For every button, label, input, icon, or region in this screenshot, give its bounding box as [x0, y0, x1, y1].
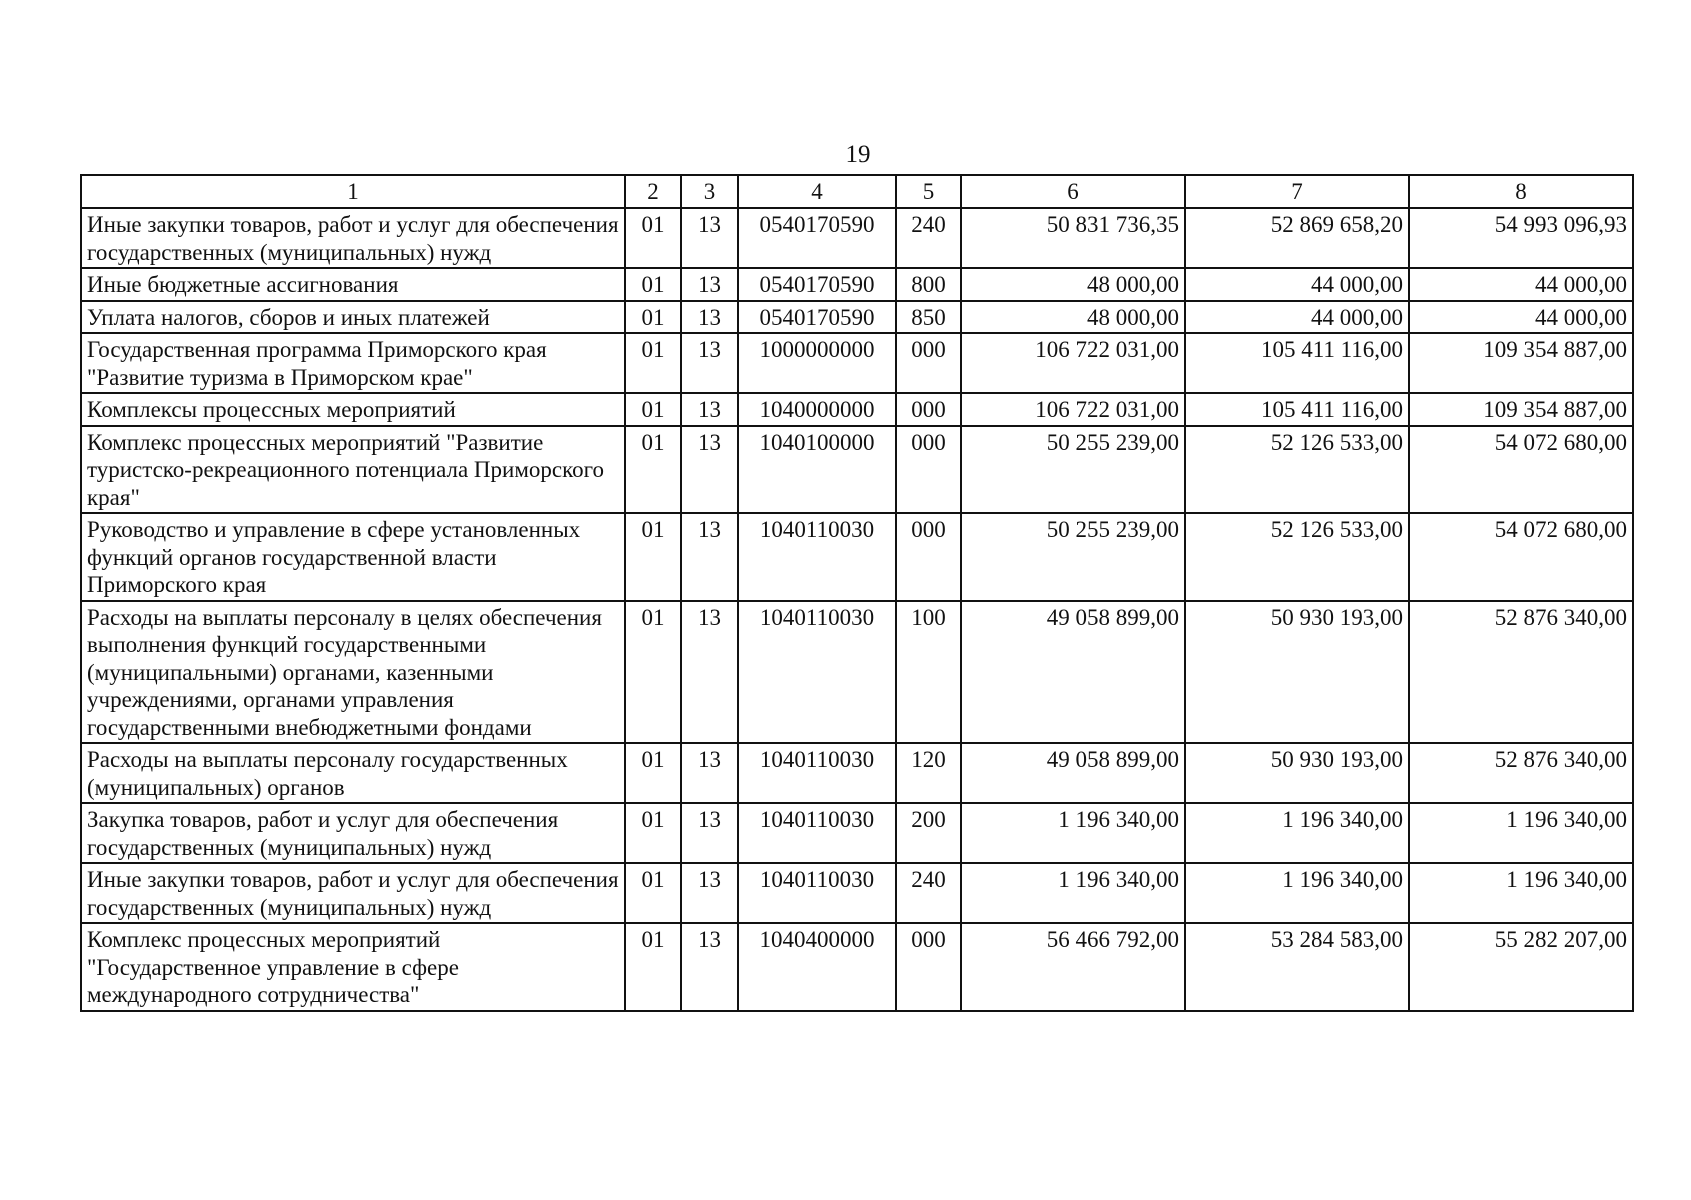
row-amount-col7: 44 000,00: [1185, 268, 1409, 301]
row-section: 01: [625, 923, 681, 1011]
row-name: Закупка товаров, работ и услуг для обеспечения государственных (муниципальных) нужд: [81, 803, 625, 863]
column-header: 8: [1409, 175, 1633, 208]
row-subsection: 13: [681, 803, 738, 863]
row-expense-type: 800: [896, 268, 961, 301]
row-amount-col7: 52 869 658,20: [1185, 208, 1409, 268]
table-row: [81, 208, 1633, 268]
row-expense-type: 240: [896, 208, 961, 268]
row-section: 01: [625, 601, 681, 744]
row-target-code: 0540170590: [738, 268, 896, 301]
row-expense-type: 000: [896, 923, 961, 1011]
column-header: 6: [961, 175, 1185, 208]
row-subsection: 13: [681, 923, 738, 1011]
row-section: 01: [625, 208, 681, 268]
row-section: 01: [625, 393, 681, 426]
row-subsection: 13: [681, 513, 738, 601]
row-name: Руководство и управление в сфере установленных функций органов государственной власти Приморского края: [81, 513, 625, 601]
row-amount-col6: 48 000,00: [961, 301, 1185, 334]
row-name: Комплекс процессных мероприятий "Государственное управление в сфере международного сотрудничества": [81, 923, 625, 1011]
row-subsection: 13: [681, 301, 738, 334]
row-expense-type: 120: [896, 743, 961, 803]
row-amount-col8: 109 354 887,00: [1409, 393, 1633, 426]
header-row: [81, 175, 1633, 208]
row-amount-col8: 54 072 680,00: [1409, 513, 1633, 601]
row-amount-col6: 50 831 736,35: [961, 208, 1185, 268]
row-expense-type: 850: [896, 301, 961, 334]
row-amount-col6: 1 196 340,00: [961, 863, 1185, 923]
row-section: 01: [625, 803, 681, 863]
table-row: [81, 426, 1633, 514]
row-amount-col8: 109 354 887,00: [1409, 333, 1633, 393]
row-subsection: 13: [681, 743, 738, 803]
row-subsection: 13: [681, 601, 738, 744]
row-section: 01: [625, 333, 681, 393]
row-name: Иные закупки товаров, работ и услуг для обеспечения государственных (муниципальных) нужд: [81, 863, 625, 923]
row-target-code: 1040000000: [738, 393, 896, 426]
row-target-code: 1040110030: [738, 513, 896, 601]
row-amount-col6: 50 255 239,00: [961, 513, 1185, 601]
row-amount-col7: 53 284 583,00: [1185, 923, 1409, 1011]
row-amount-col7: 1 196 340,00: [1185, 803, 1409, 863]
row-target-code: 1040110030: [738, 803, 896, 863]
row-expense-type: 000: [896, 393, 961, 426]
table-row: [81, 301, 1633, 334]
row-amount-col6: 56 466 792,00: [961, 923, 1185, 1011]
row-expense-type: 100: [896, 601, 961, 744]
row-amount-col6: 106 722 031,00: [961, 333, 1185, 393]
row-subsection: 13: [681, 333, 738, 393]
table-row: [81, 393, 1633, 426]
row-subsection: 13: [681, 393, 738, 426]
row-amount-col8: 44 000,00: [1409, 301, 1633, 334]
row-section: 01: [625, 426, 681, 514]
row-amount-col6: 1 196 340,00: [961, 803, 1185, 863]
row-name: Иные закупки товаров, работ и услуг для обеспечения государственных (муниципальных) нужд: [81, 208, 625, 268]
row-amount-col8: 54 993 096,93: [1409, 208, 1633, 268]
table-row: [81, 923, 1633, 1011]
row-name: Государственная программа Приморского края "Развитие туризма в Приморском крае": [81, 333, 625, 393]
row-target-code: 1000000000: [738, 333, 896, 393]
row-name: Комплексы процессных мероприятий: [81, 393, 625, 426]
table-row: [81, 863, 1633, 923]
row-amount-col8: 54 072 680,00: [1409, 426, 1633, 514]
row-amount-col7: 44 000,00: [1185, 301, 1409, 334]
row-expense-type: 200: [896, 803, 961, 863]
page-number: 19: [845, 141, 871, 168]
row-amount-col6: 49 058 899,00: [961, 601, 1185, 744]
row-amount-col8: 55 282 207,00: [1409, 923, 1633, 1011]
row-name: Комплекс процессных мероприятий "Развитие туристско-рекреационного потенциала Приморского края": [81, 426, 625, 514]
row-subsection: 13: [681, 268, 738, 301]
row-amount-col6: 50 255 239,00: [961, 426, 1185, 514]
row-amount-col8: 52 876 340,00: [1409, 601, 1633, 744]
row-amount-col6: 48 000,00: [961, 268, 1185, 301]
row-subsection: 13: [681, 863, 738, 923]
row-amount-col6: 49 058 899,00: [961, 743, 1185, 803]
row-target-code: 1040110030: [738, 601, 896, 744]
row-target-code: 0540170590: [738, 208, 896, 268]
row-amount-col7: 1 196 340,00: [1185, 863, 1409, 923]
column-header: 2: [625, 175, 681, 208]
table-row: [81, 803, 1633, 863]
column-header: 3: [681, 175, 738, 208]
row-amount-col7: 105 411 116,00: [1185, 393, 1409, 426]
table-row: [81, 333, 1633, 393]
table-row: [81, 601, 1633, 744]
row-expense-type: 240: [896, 863, 961, 923]
row-target-code: 1040110030: [738, 743, 896, 803]
column-header: 1: [81, 175, 625, 208]
row-subsection: 13: [681, 426, 738, 514]
row-target-code: 0540170590: [738, 301, 896, 334]
row-target-code: 1040400000: [738, 923, 896, 1011]
table-row: [81, 513, 1633, 601]
row-target-code: 1040110030: [738, 863, 896, 923]
column-header: 4: [738, 175, 896, 208]
row-expense-type: 000: [896, 333, 961, 393]
row-amount-col7: 50 930 193,00: [1185, 743, 1409, 803]
column-header: 7: [1185, 175, 1409, 208]
row-amount-col8: 44 000,00: [1409, 268, 1633, 301]
row-amount-col6: 106 722 031,00: [961, 393, 1185, 426]
row-amount-col8: 1 196 340,00: [1409, 863, 1633, 923]
row-amount-col7: 52 126 533,00: [1185, 513, 1409, 601]
row-amount-col7: 52 126 533,00: [1185, 426, 1409, 514]
row-name: Уплата налогов, сборов и иных платежей: [81, 301, 625, 334]
row-subsection: 13: [681, 208, 738, 268]
row-amount-col8: 52 876 340,00: [1409, 743, 1633, 803]
row-amount-col8: 1 196 340,00: [1409, 803, 1633, 863]
row-section: 01: [625, 743, 681, 803]
budget-table: [80, 174, 1634, 1012]
row-expense-type: 000: [896, 513, 961, 601]
row-amount-col7: 105 411 116,00: [1185, 333, 1409, 393]
row-name: Иные бюджетные ассигнования: [81, 268, 625, 301]
row-name: Расходы на выплаты персоналу в целях обеспечения выполнения функций государственными (муниципальными) органами, казенными учреждениями, органами управления государственными внебюджетными фондами: [81, 601, 625, 744]
row-expense-type: 000: [896, 426, 961, 514]
row-amount-col7: 50 930 193,00: [1185, 601, 1409, 744]
row-target-code: 1040100000: [738, 426, 896, 514]
row-section: 01: [625, 863, 681, 923]
table-row: [81, 743, 1633, 803]
row-section: 01: [625, 513, 681, 601]
row-section: 01: [625, 268, 681, 301]
row-section: 01: [625, 301, 681, 334]
table-row: [81, 268, 1633, 301]
column-header: 5: [896, 175, 961, 208]
row-name: Расходы на выплаты персоналу государственных (муниципальных) органов: [81, 743, 625, 803]
